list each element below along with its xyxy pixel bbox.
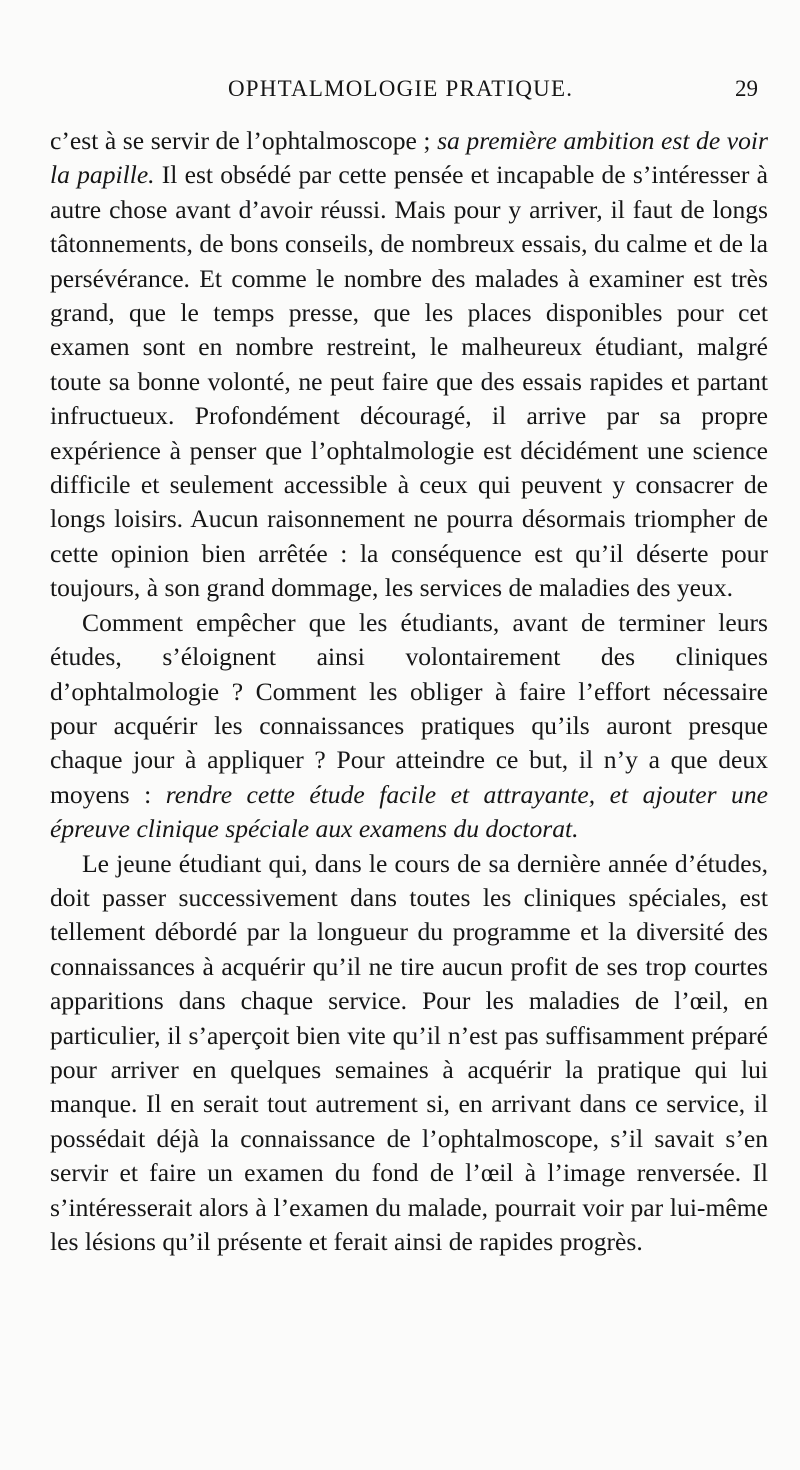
text-run: c’est à se servir de l’ophtalmoscope ; <box>50 126 438 155</box>
paragraph-3 <box>50 847 768 1260</box>
text-run: Le jeune étudiant qui, dans le cours de sa dernière année d’études, doit passer successivement dans toutes les cliniques spéciales, est tellement débordé par la longueur du programme et la diversité des connaissances à acquérir qu’il ne tire aucun profit de ses trop courtes apparitions dans chaque service. Pour les maladies de l’œil, en particulier, il s’aperçoit bien vite qu’il n’est pas suffisamment préparé pour arriver en quelques semaines à acquérir la pratique qui lui manque. Il en serait tout autrement si, en arrivant dans ce service, il possédait déjà la connaissance de l’ophtalmoscope, s’il savait s’en servir et faire un examen du fond de l’œil à l’image renversée. Il s’intéresserait alors à l’examen du malade, pourrait voir par lui-même les lésions qu’il présente et ferait ainsi de rapides progrès. <box>50 848 768 1256</box>
paragraph-2 <box>50 606 768 847</box>
italic-text-run: sa première ambition est de voir la papille. <box>50 126 768 190</box>
italic-text-run: rendre cette étude facile et attrayante, et ajouter une épreuve clinique spéciale aux examens du doctorat. <box>50 779 768 844</box>
page-header <box>58 76 758 112</box>
page-number: 29 <box>735 76 758 101</box>
body-text <box>50 124 768 1259</box>
paragraph-1 <box>50 124 768 606</box>
running-title: OPHTALMOLOGIE PRATIQUE. <box>228 76 574 101</box>
text-run: Il est obsédé par cette pensée et incapable de s’intéresser à autre chose avant d’avoir réussi. Mais pour y arriver, il faut de longs tâtonnements, de bons conseils, de nombreux essais, du calme et de la persévérance. Et comme le nombre des malades à examiner est très grand, que le temps presse, que les places disponibles pour cet examen sont en nombre restreint, le malheureux étudiant, malgré toute sa bonne volonté, ne peut faire que des essais rapides et partant infructueux. Profondément découragé, il arrive par sa propre expérience à penser que l’ophtalmologie est décidément une science difficile et seulement accessible à ceux qui peuvent y consacrer de longs loisirs. Aucun raisonnement ne pourra désormais triompher de cette opinion bien arrêtée : la conséquence est qu’il déserte pour toujours, à son grand dommage, les services de maladies des yeux. <box>50 160 768 603</box>
text-run: Comment empêcher que les étudiants, avant de terminer leurs études, s’éloignent ainsi volontairement des cliniques d’ophtalmologie ? Comment les obliger à faire l’effort nécessaire pour acquérir les connaissances pratiques qu’ils auront presque chaque jour à appliquer ? Pour atteindre ce but, il n’y a que deux moyens : <box>50 607 768 809</box>
